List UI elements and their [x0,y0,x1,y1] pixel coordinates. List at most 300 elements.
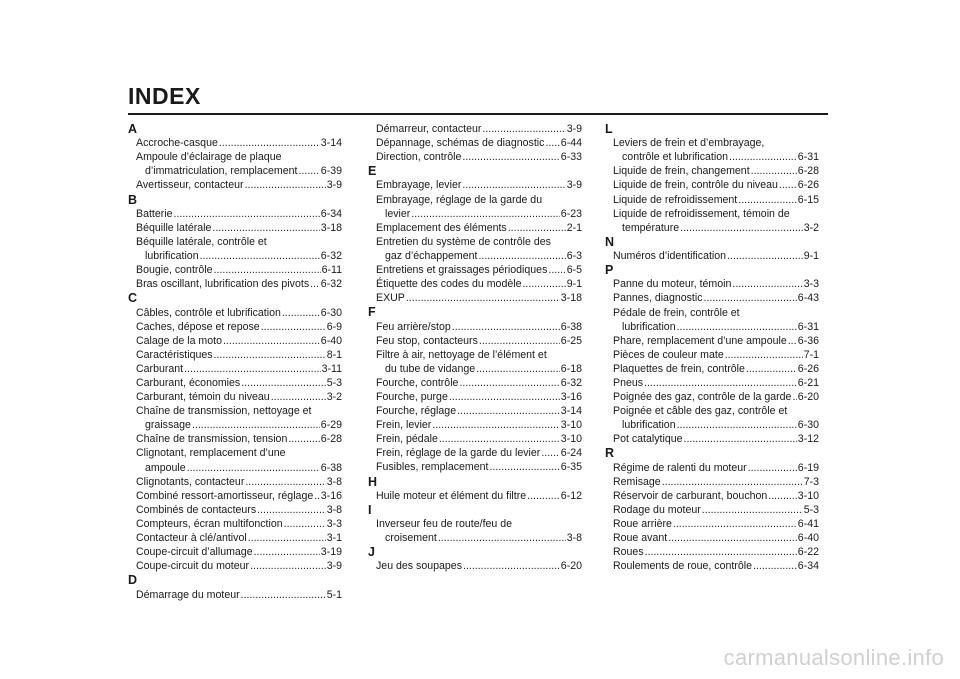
dot-leader [432,418,559,432]
index-entry-text: Carburant, témoin du niveau [136,391,270,404]
index-column-1 [128,122,342,602]
index-entry [368,531,582,545]
dot-leader [476,362,560,376]
index-entry-page: 3-8 [326,503,342,516]
dot-leader [184,362,320,376]
index-entry-heading: Poignée et câble des gaz, contrôle et [613,405,788,418]
index-entry-text: Emplacement des éléments [376,221,507,234]
index-entry-page: 6-44 [560,137,582,150]
index-entry-text: Câbles, contrôle et lubrification [136,306,281,319]
index-entry-text: Fourche, réglage [376,405,457,418]
index-entry-text: Dépannage, schémas de diagnostic [376,137,545,150]
index-entry-heading: Béquille latérale, contrôle et [136,235,267,248]
index-entry-heading: Filtre à air, nettoyage de l’élément et [376,348,547,361]
dot-leader [174,207,320,221]
index-entry [368,362,582,376]
index-entry [368,418,582,432]
index-entry [605,531,819,545]
index-entry-page: 6-32 [320,278,342,291]
dot-leader [452,320,560,334]
index-entry-page: 3-11 [321,362,342,375]
index-entry [368,404,582,418]
index-entry-text: Pot catalytique [613,433,683,446]
dot-leader [192,418,320,432]
dot-leader [187,461,320,475]
index-entry [128,545,342,559]
index-entry-text: Frein, pédale [376,433,438,446]
index-entry [368,334,582,348]
index-entry [128,475,342,489]
dot-leader [214,348,326,362]
index-entry-text: Fourche, purge [376,391,448,403]
section-letter: H [368,474,378,489]
dot-leader [282,306,320,320]
index-entry [605,376,819,390]
dot-leader [702,503,803,517]
index-entry-text: Caractéristiques [136,348,213,361]
dot-leader [271,390,326,404]
index-entry-page: 6-41 [797,518,819,531]
index-entry-text: gaz d’échappement [385,249,478,262]
index-entry [605,348,819,362]
index-entry-page: 6-28 [320,433,342,446]
index-entry [128,390,342,404]
index-entry-page: 6-31 [797,320,819,333]
index-entry-page: 3-9 [326,560,342,573]
dot-leader [478,249,565,263]
index-entry-heading: Clignotant, remplacement d’une [136,447,286,460]
section-letter: P [605,263,614,278]
index-entry [128,531,342,545]
index-entry-text: Liquide de refroidissement [613,193,738,206]
watermark: carmanualsonline.info [723,645,944,670]
index-entry-text: Liquide de frein, changement [613,165,750,178]
index-entry-page: 6-19 [797,461,819,474]
dot-leader [284,517,326,531]
dot-leader [680,221,803,235]
index-column-2 [368,122,582,574]
dot-leader [788,334,797,348]
index-entry-heading: Pédale de frein, contrôle et [613,306,740,319]
title-rule [128,113,828,115]
index-entry-text: Roulements de roue, contrôle [613,560,752,573]
index-entry-text: d’immatriculation, remplacement [145,165,298,178]
dot-leader [459,376,559,390]
index-entry [128,221,342,235]
index-entry-text: Chaîne de transmission, tension [136,433,288,446]
index-entry-page: 6-18 [560,362,582,375]
section-letter: R [605,446,615,461]
index-entry-text: Régime de ralenti du moteur [613,461,747,474]
index-entry [128,503,342,517]
index-entry-page: 6-23 [560,207,582,220]
dot-leader [241,376,325,390]
index-entry-page: 3-19 [320,546,342,559]
dot-leader [482,122,565,136]
index-entry-text: Panne du moteur, témoin [613,278,732,291]
index-entry [128,249,342,263]
index-entry-page: 3-18 [560,292,582,305]
index-entry-page: 9-1 [566,278,582,291]
index-entry-page: 3-2 [326,391,342,404]
index-entry [128,418,342,432]
index-entry [605,277,819,291]
section-letter: E [368,164,377,179]
dot-leader [449,390,560,404]
index-entry-heading: Chaîne de transmission, nettoyage et [136,405,312,418]
index-entry-page: 3-14 [320,137,342,150]
index-entry [128,588,342,602]
index-entry [128,178,342,192]
dot-leader [462,178,565,192]
index-entry-page: 6-25 [560,334,582,347]
dot-leader [732,277,802,291]
dot-leader [508,221,566,235]
index-entry-page: 6-43 [797,292,819,305]
index-entry-text: Huile moteur et élément du filtre [376,489,527,502]
dot-leader [261,320,326,334]
index-entry-text: Jeu des soupapes [376,560,462,573]
dot-leader [245,178,326,192]
index-entry [368,432,582,446]
index-entry-page: 6-34 [320,207,342,220]
index-entry-page: 3-14 [560,405,582,418]
index-entry [605,249,819,263]
dot-leader [751,164,797,178]
dot-leader [704,291,797,305]
index-entry-text: Plaquettes de frein, contrôle [613,362,745,375]
index-entry-page: 6-30 [320,306,342,319]
dot-leader [250,559,326,573]
index-entry [368,150,582,164]
dot-leader [310,277,320,291]
index-entry-text: Carburant [136,362,184,375]
index-entry-page: 6-15 [797,193,819,206]
index-entry-page: 2-1 [566,221,582,234]
index-entry [128,277,342,291]
section-letter: J [368,545,375,560]
index-entry-text: Fusibles, remplacement [376,461,489,474]
index-entry-text: Caches, dépose et repose [136,320,260,333]
dot-leader [288,432,319,446]
section-letter: C [128,291,138,306]
index-entry [128,207,342,221]
index-entry-text: Remisage [613,475,661,488]
index-entry-page: 8-1 [326,348,342,361]
dot-leader [779,178,797,192]
index-entry-page: 6-36 [797,334,819,347]
index-entry-text: Liquide de frein, contrôle du niveau [613,179,778,192]
dot-leader [768,489,797,503]
dot-leader [677,418,797,432]
index-entry-page: 6-5 [566,264,582,277]
index-entry-page: 3-18 [320,221,342,234]
index-entry [368,446,582,460]
index-entry [605,334,819,348]
index-entry-text: Clignotants, contacteur [136,475,245,488]
index-entry-page: 6-34 [797,560,819,573]
index-entry [128,320,342,334]
index-entry [368,178,582,192]
index-entry-page: 6-33 [560,151,582,164]
index-entry-page: 6-26 [797,179,819,192]
index-entry-page: 7-1 [803,348,819,361]
index-entry-text: Démarreur, contacteur [376,123,482,135]
index-entry [128,306,342,320]
index-entry [368,489,582,503]
index-entry-text: Roue arrière [613,518,672,531]
index-entry-page: 6-22 [797,546,819,559]
index-entry-text: Accroche-casque [136,137,218,150]
index-entry [128,489,342,503]
dot-leader [479,334,560,348]
index-entry [128,263,342,277]
index-entry-text: graissage [145,419,191,432]
page-title: INDEX [128,83,201,109]
index-entry-text: Bougie, contrôle [136,264,213,277]
dot-leader [489,460,559,474]
index-entry [128,362,342,376]
index-entry-text: Numéros d’identification [613,250,727,263]
index-entry-page: 6-12 [560,489,582,502]
index-entry-page: 6-30 [797,419,819,432]
index-entry-text: Poignée des gaz, contrôle de la garde [613,391,792,404]
dot-leader [438,531,566,545]
index-entry [605,390,819,404]
index-entry [128,432,342,446]
dot-leader [738,193,797,207]
index-entry [368,320,582,334]
dot-leader [214,263,321,277]
index-entry-text: levier [385,207,411,220]
index-entry-page: 6-38 [320,461,342,474]
index-entry [368,263,582,277]
index-entry [605,503,819,517]
index-entry-page: 3-12 [797,433,819,446]
index-entry-page: 5-3 [803,503,819,516]
index-entry-text: Feu arrière/stop [376,320,451,333]
dot-leader [753,559,797,573]
section-letter: I [368,502,372,517]
index-entry-text: Coupe-circuit d’allumage [136,546,253,559]
index-entry-page: 6-32 [560,376,582,389]
index-entry-text: Embrayage, levier [376,179,462,192]
index-entry-text: Pannes, diagnostic [613,292,703,305]
index-entry-page: 6-29 [320,419,342,432]
index-entry-text: Contacteur à clé/antivol [136,532,247,545]
dot-leader [729,150,797,164]
dot-leader [677,320,797,334]
index-entry-page: 6-24 [560,447,582,460]
dot-leader [254,545,320,559]
dot-leader [684,432,797,446]
index-entry-page: 6-40 [797,532,819,545]
index-entry [605,475,819,489]
index-entry-text: Roues [613,546,644,559]
index-entry-page: 6-26 [797,362,819,375]
index-entry [128,136,342,150]
index-entry-text: Calage de la moto [136,334,222,347]
index-entry [128,334,342,348]
index-entry-text: contrôle et lubrification [622,151,728,164]
index-entry-page: 6-35 [560,461,582,474]
index-entry [128,164,342,178]
index-entry-text: Pièces de couleur mate [613,348,724,361]
dot-leader [212,221,319,235]
index-entry-page: 6-11 [321,264,342,277]
index-entry [605,559,819,573]
index-entry-heading: Embrayage, réglage de la garde du [376,193,543,206]
index-entry [605,517,819,531]
index-entry-text: ampoule [145,461,186,474]
dot-leader [746,362,797,376]
index-entry-page: 6-39 [320,165,342,178]
index-entry [605,362,819,376]
index-entry-page: 3-10 [560,419,582,432]
index-entry-page: 6-20 [797,391,819,404]
index-entry-page: 9-1 [803,250,819,263]
index-entry-text: Démarrage du moteur [136,588,240,601]
index-entry-page: 5-3 [326,377,342,390]
index-entry [605,418,819,432]
dot-leader [223,334,320,348]
index-entry-text: lubrification [622,419,676,432]
index-entry [368,460,582,474]
dot-leader [462,150,559,164]
dot-leader [727,249,803,263]
index-entry-page: 3-9 [326,179,342,192]
dot-leader [245,475,325,489]
index-entry-page: 6-9 [326,320,342,333]
index-entry-heading: Inverseur feu de route/feu de [376,518,513,531]
dot-leader [463,559,560,573]
index-entry-text: Direction, contrôle [376,151,462,164]
index-entry-text: Coupe-circuit du moteur [136,560,250,573]
dot-leader [748,461,797,475]
section-letter: N [605,234,615,249]
index-entry-text: Pneus [613,377,644,390]
index-entry-page: 3-16 [560,391,582,403]
index-entry-page: 3-1 [326,532,342,545]
index-entry-page: 3-8 [326,475,342,488]
index-entry-page: 6-28 [797,165,819,178]
dot-leader [644,376,797,390]
index-entry [128,517,342,531]
index-entry-page: 6-21 [797,377,819,390]
index-entry [368,221,582,235]
index-entry-text: du tube de vidange [385,362,476,375]
index-entry [605,291,819,305]
index-entry-heading: Liquide de refroidissement, témoin de [613,207,790,220]
index-entry-text: lubrification [622,320,676,333]
dot-leader [248,531,326,545]
dot-leader [548,263,565,277]
section-letter: D [128,573,138,588]
index-entry [368,559,582,573]
dot-leader [725,348,803,362]
index-entry [605,545,819,559]
index-entry-page: 6-31 [797,151,819,164]
index-entry-text: Combinés de contacteurs [136,503,257,516]
dot-leader [792,390,796,404]
dot-leader [541,446,559,460]
index-entry-page: 6-32 [320,250,342,263]
dot-leader [645,545,797,559]
index-entry [128,376,342,390]
index-entry [368,207,582,221]
index-entry [605,221,819,235]
section-letter: B [128,192,138,207]
index-entry-text: Réservoir de carburant, bouchon [613,489,768,502]
index-entry [368,122,582,136]
index-column-3 [605,122,819,573]
dot-leader [406,291,560,305]
dot-leader [439,432,560,446]
index-entry [368,277,582,291]
index-entry-page: 3-10 [560,433,582,446]
index-entry [368,136,582,150]
index-entry [128,461,342,475]
section-letter: A [128,122,138,136]
index-entry-text: Combiné ressort-amortisseur, réglage [136,489,314,502]
dot-leader [314,489,320,503]
index-entry [368,291,582,305]
dot-leader [219,136,320,150]
index-entry-text: Fourche, contrôle [376,376,459,389]
index-entry-text: Avertisseur, contacteur [136,179,244,192]
index-entry-text: Béquille latérale [136,221,212,234]
dot-leader [241,588,326,602]
dot-leader [299,164,320,178]
index-entry [605,164,819,178]
dot-leader [662,475,803,489]
index-entry [128,348,342,362]
index-entry-heading: Leviers de frein et d’embrayage, [613,137,765,150]
index-entry [605,461,819,475]
dot-leader [411,207,559,221]
dot-leader [522,277,565,291]
index-entry-text: Rodage du moteur [613,503,701,516]
index-entry-text: Phare, remplacement d’une ampoule [613,334,787,347]
index-entry-text: Étiquette des codes du modèle [376,278,522,291]
index-entry [605,489,819,503]
dot-leader [673,517,797,531]
index-entry-page: 6-40 [320,334,342,347]
index-entry-page: 6-38 [560,320,582,333]
dot-leader [545,136,559,150]
index-entry-page: 3-16 [320,489,342,502]
dot-leader [257,503,326,517]
index-entry-page: 3-2 [803,221,819,234]
index-entry-page: 6-3 [566,249,582,262]
index-entry-text: Carburant, économies [136,377,241,390]
index-entry-text: Roue avant [613,532,668,545]
index-entry-page: 5-1 [326,588,342,601]
index-entry-heading: Ampoule d’éclairage de plaque [136,151,282,164]
index-entry-text: température [622,221,680,234]
index-entry [368,376,582,390]
dot-leader [668,531,797,545]
index-entry [368,249,582,263]
index-entry-text: EXUP [376,292,405,305]
index-entry-page: 3-3 [326,517,342,530]
index-entry-heading: Entretien du système de contrôle des [376,235,551,248]
index-entry [605,320,819,334]
dot-leader [200,249,320,263]
index-entry-page: 3-8 [566,532,582,545]
section-letter: F [368,305,376,320]
index-entry-page: 3-9 [566,123,582,135]
